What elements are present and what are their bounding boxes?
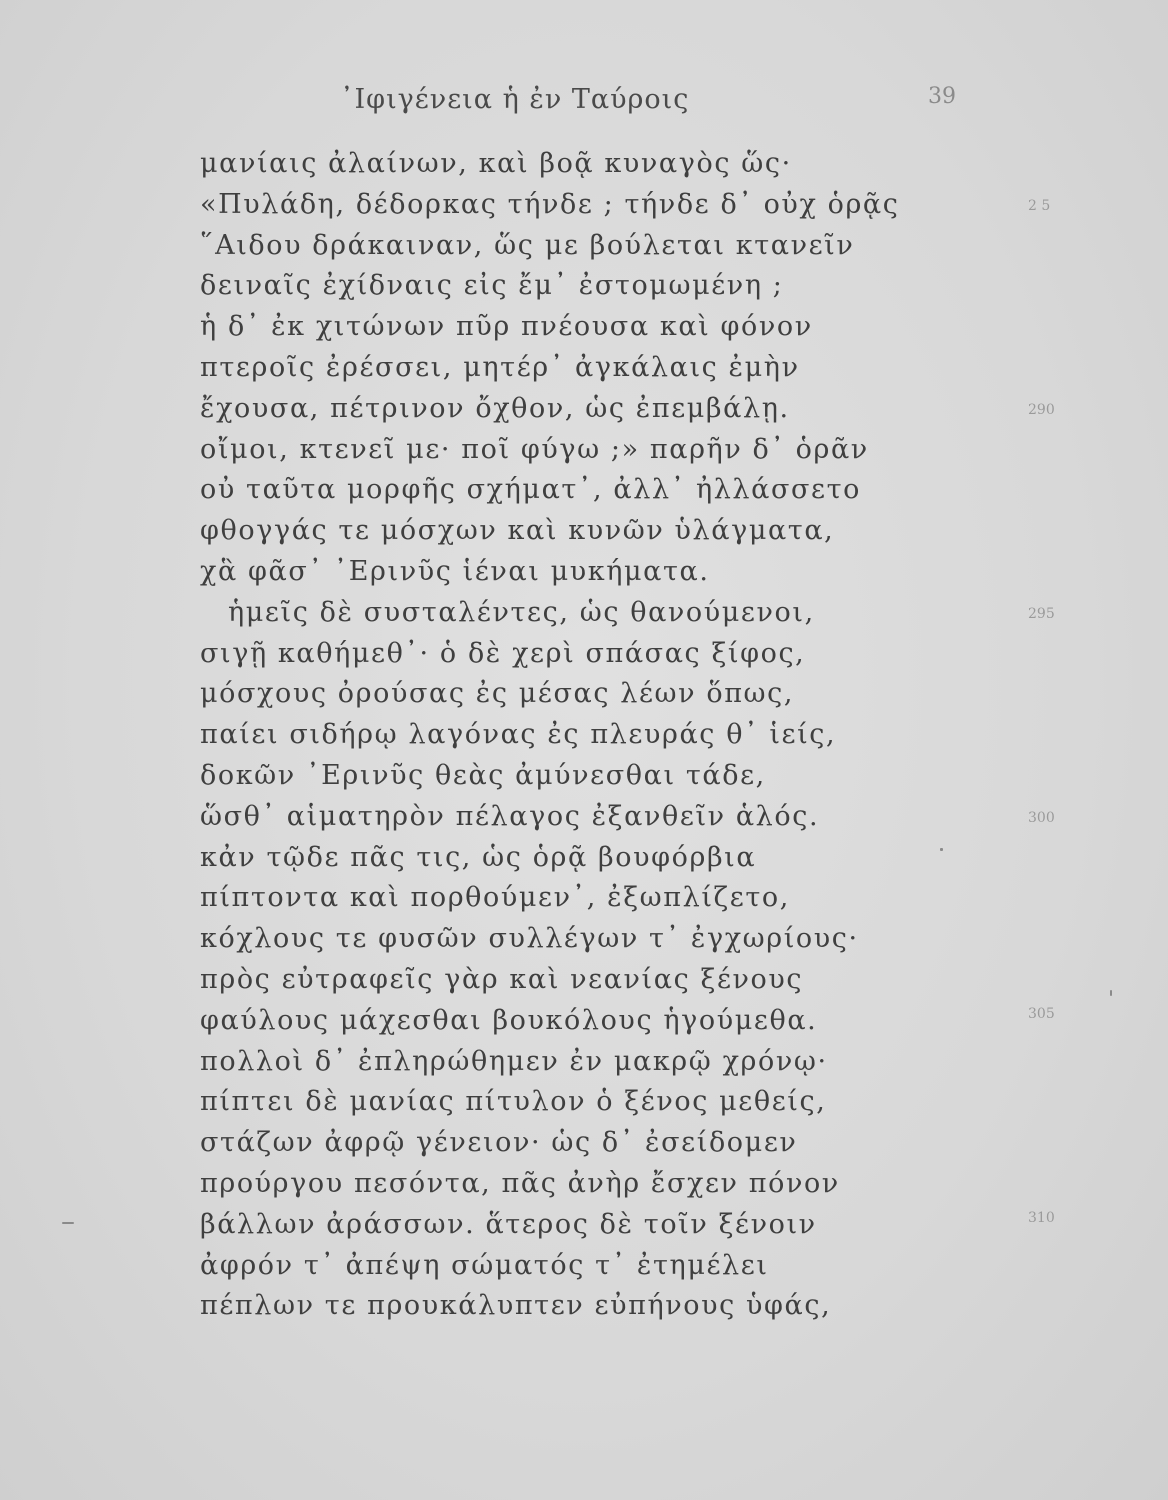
paper-speck [62, 1222, 74, 1224]
verse-line: ἔχουσα, πέτρινον ὄχθον, ὡς ἐπεμβάλῃ. [200, 392, 790, 424]
verse-line: πολλοὶ δ᾽ ἐπληρώθημεν ἐν μακρῷ χρόνῳ· [200, 1045, 828, 1077]
verse-line: κἀν τῷδε πᾶς τις, ὡς ὁρᾷ βουφόρβια [200, 841, 757, 873]
verse-line: ἀφρόν τ᾽ ἀπέψη σώματός τ᾽ ἐτημέλει [200, 1249, 769, 1281]
paper-speck [940, 848, 943, 851]
verse-line: ἡμεῖς δὲ συσταλέντες, ὡς θανούμενοι, [228, 596, 815, 628]
verse-line: στάζων ἀφρῷ γένειον· ὡς δ᾽ ἐσείδομεν [200, 1127, 798, 1159]
verse-line: ῞Αιδου δράκαιναν, ὥς με βούλεται κτανεῖν [200, 229, 855, 261]
line-number-295: 295 [1028, 606, 1055, 622]
verse-line: φαύλους μάχεσθαι βουκόλους ἡγούμεθα. [200, 1004, 818, 1036]
line-number-300: 300 [1028, 810, 1055, 826]
verse-line: ἡ δ᾽ ἐκ χιτώνων πῦρ πνέουσα καὶ φόνον [200, 311, 813, 343]
verse-line: μόσχους ὀρούσας ἐς μέσας λέων ὅπως, [200, 678, 795, 710]
verse-line: οὐ ταῦτα μορφῆς σχήματ᾽, ἀλλ᾽ ἠλλάσσετο [200, 474, 862, 506]
verse-line: παίει σιδήρῳ λαγόνας ἐς πλευράς θ᾽ ἱείς, [200, 719, 837, 751]
verse-line: κόχλους τε φυσῶν συλλέγων τ᾽ ἐγχωρίους· [200, 923, 859, 955]
verse-line: πτεροῖς ἐρέσσει, μητέρ᾽ ἀγκάλαις ἐμὴν [200, 351, 800, 383]
verse-line: «Πυλάδη, δέδορκας τήνδε ; τήνδε δ᾽ οὐχ ὁρᾷς [200, 188, 900, 220]
verse-line: πρὸς εὐτραφεῖς γὰρ καὶ νεανίας ξένους [200, 963, 804, 995]
line-number-305: 305 [1028, 1006, 1055, 1022]
verse-line: οἴμοι, κτενεῖ με· ποῖ φύγω ;» παρῆν δ᾽ ὁρᾶν [200, 433, 869, 465]
line-number-310: 310 [1028, 1210, 1055, 1226]
verse-line: φθογγάς τε μόσχων καὶ κυνῶν ὑλάγματα, [200, 515, 835, 547]
paper-speck [1110, 990, 1112, 996]
page-number: 39 [928, 84, 956, 109]
line-number-285: 2 5 [1028, 198, 1051, 214]
verse-line: προύργου πεσόντα, πᾶς ἀνὴρ ἔσχεν πόνον [200, 1167, 840, 1199]
verse-line: μανίαις ἀλαίνων, καὶ βοᾷ κυναγὸς ὥς· [200, 148, 792, 179]
verse-line: ὥσθ᾽ αἱματηρὸν πέλαγος ἐξανθεῖν ἁλός. [200, 800, 820, 832]
verse-line: σιγῇ καθήμεθ᾽· ὁ δὲ χερὶ σπάσας ξίφος, [200, 637, 806, 669]
verse-line: χἃ φᾶσ᾽ ᾽Ερινῦς ἱέναι μυκήματα. [200, 555, 710, 587]
running-title: ᾽Ιφιγένεια ἡ ἐν Ταύροις [340, 84, 690, 115]
verse-block [200, 144, 960, 1327]
verse-line: βάλλων ἀράσσων. ἅτερος δὲ τοῖν ξένοιν [200, 1208, 817, 1240]
verse-line: πέπλων τε προυκάλυπτεν εὐπήνους ὑφάς, [200, 1290, 832, 1322]
line-number-290: 290 [1028, 402, 1055, 418]
verse-line: πίπτοντα καὶ πορθούμεν᾽, ἐξωπλίζετο, [200, 882, 790, 914]
verse-line: δειναῖς ἐχίδναις εἰς ἔμ᾽ ἐστομωμένη ; [200, 270, 784, 302]
verse-line: δοκῶν ᾽Ερινῦς θεὰς ἀμύνεσθαι τάδε, [200, 759, 766, 791]
verse-line: πίπτει δὲ μανίας πίτυλον ὁ ξένος μεθείς, [200, 1086, 827, 1118]
